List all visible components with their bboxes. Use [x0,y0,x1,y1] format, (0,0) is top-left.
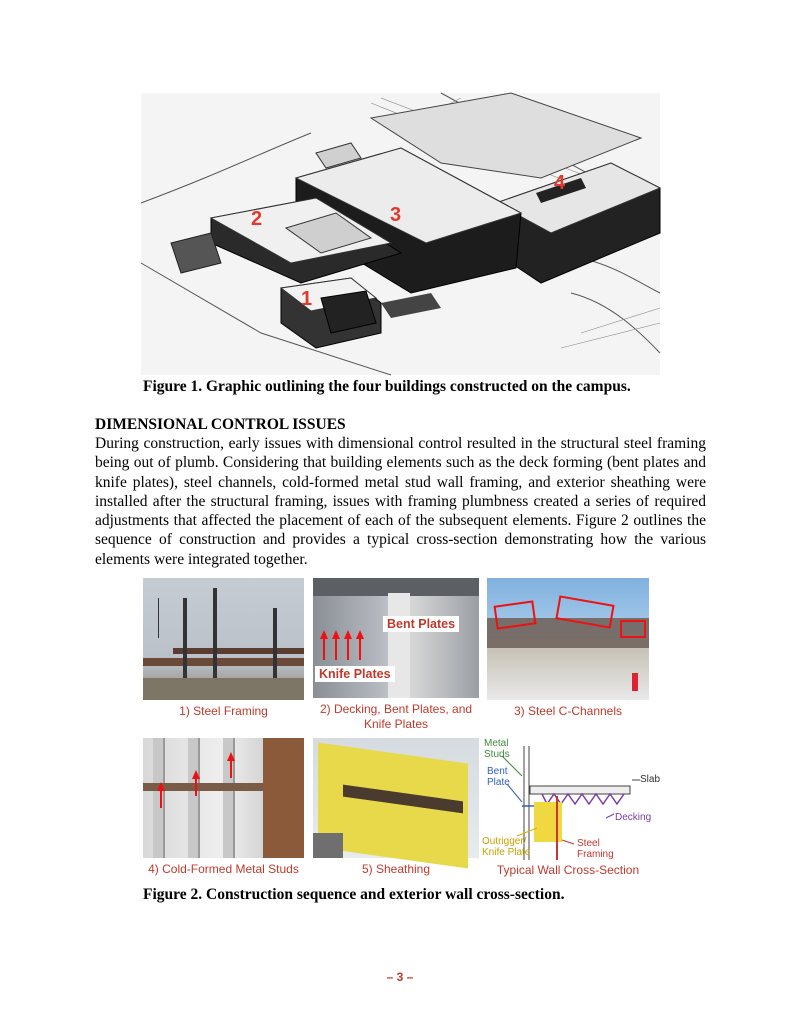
section-paragraph: During construction, early issues with dimensional control resulted in the structural steel framing being out of plumb. Considering that building elements such as the deck forming (bent plates and knife plates), steel channels, cold-formed metal stud wall framing, and exterior sheathing were installed after the structural framing, issues with framing plumbness created a series of required adjustments that affected the placement of each of the subsequent elements. Figure 2 outlines the sequence of construction and provides a typical cross-section demonstrating how the various elements were integrated together. [95,435,706,568]
figure2-caption: Figure 2. Construction sequence and exterior wall cross-section. [143,886,565,903]
label-metal-studs: Metal Studs [484,738,510,760]
sheathing-photo [313,738,479,858]
panel-label-5: 5) Sheathing [361,862,431,876]
figure1-caption: Figure 1. Graphic outlining the four buildings constructed on the campus. [143,378,631,395]
label-outrigger: Outrigger/ Knife Plate [482,836,531,858]
panel-label-6: Typical Wall Cross-Section [496,863,640,877]
metal-studs-photo [143,738,304,858]
building-label-4: 4 [554,172,566,194]
panel-metal-studs [143,738,304,878]
building-label-2: 2 [251,208,263,230]
panel-wall-section [482,736,661,880]
label-steel-framing: Steel Framing [577,838,614,860]
panel-decking [313,578,479,734]
panel-sheathing [313,738,479,878]
building-label-1: 1 [301,288,313,310]
bent-plates-tag: Bent Plates [383,616,459,632]
panel-label-2: 2) Decking, Bent Plates, and Knife Plates [319,702,473,731]
label-decking: Decking [615,812,652,823]
building-label-3: 3 [390,204,402,226]
label-bent-plate: Bent Plate [487,766,510,788]
steel-framing-photo [143,578,304,700]
panel-label-4: 4) Cold-Formed Metal Studs [148,862,299,876]
knife-plates-tag: Knife Plates [315,666,395,682]
section-heading: DIMENSIONAL CONTROL ISSUES [95,416,346,433]
panel-steel-framing [143,578,304,726]
page-number: – 3 – [386,970,414,984]
label-slab: Slab [640,774,661,785]
decking-photo [313,578,479,698]
panel-c-channels [487,578,649,726]
campus-drawing [141,93,660,375]
panel-label-3: 3) Steel C-Channels [513,704,623,718]
c-channels-photo [487,578,649,700]
figure1-campus-graphic [141,93,660,375]
panel-label-1: 1) Steel Framing [179,704,268,718]
